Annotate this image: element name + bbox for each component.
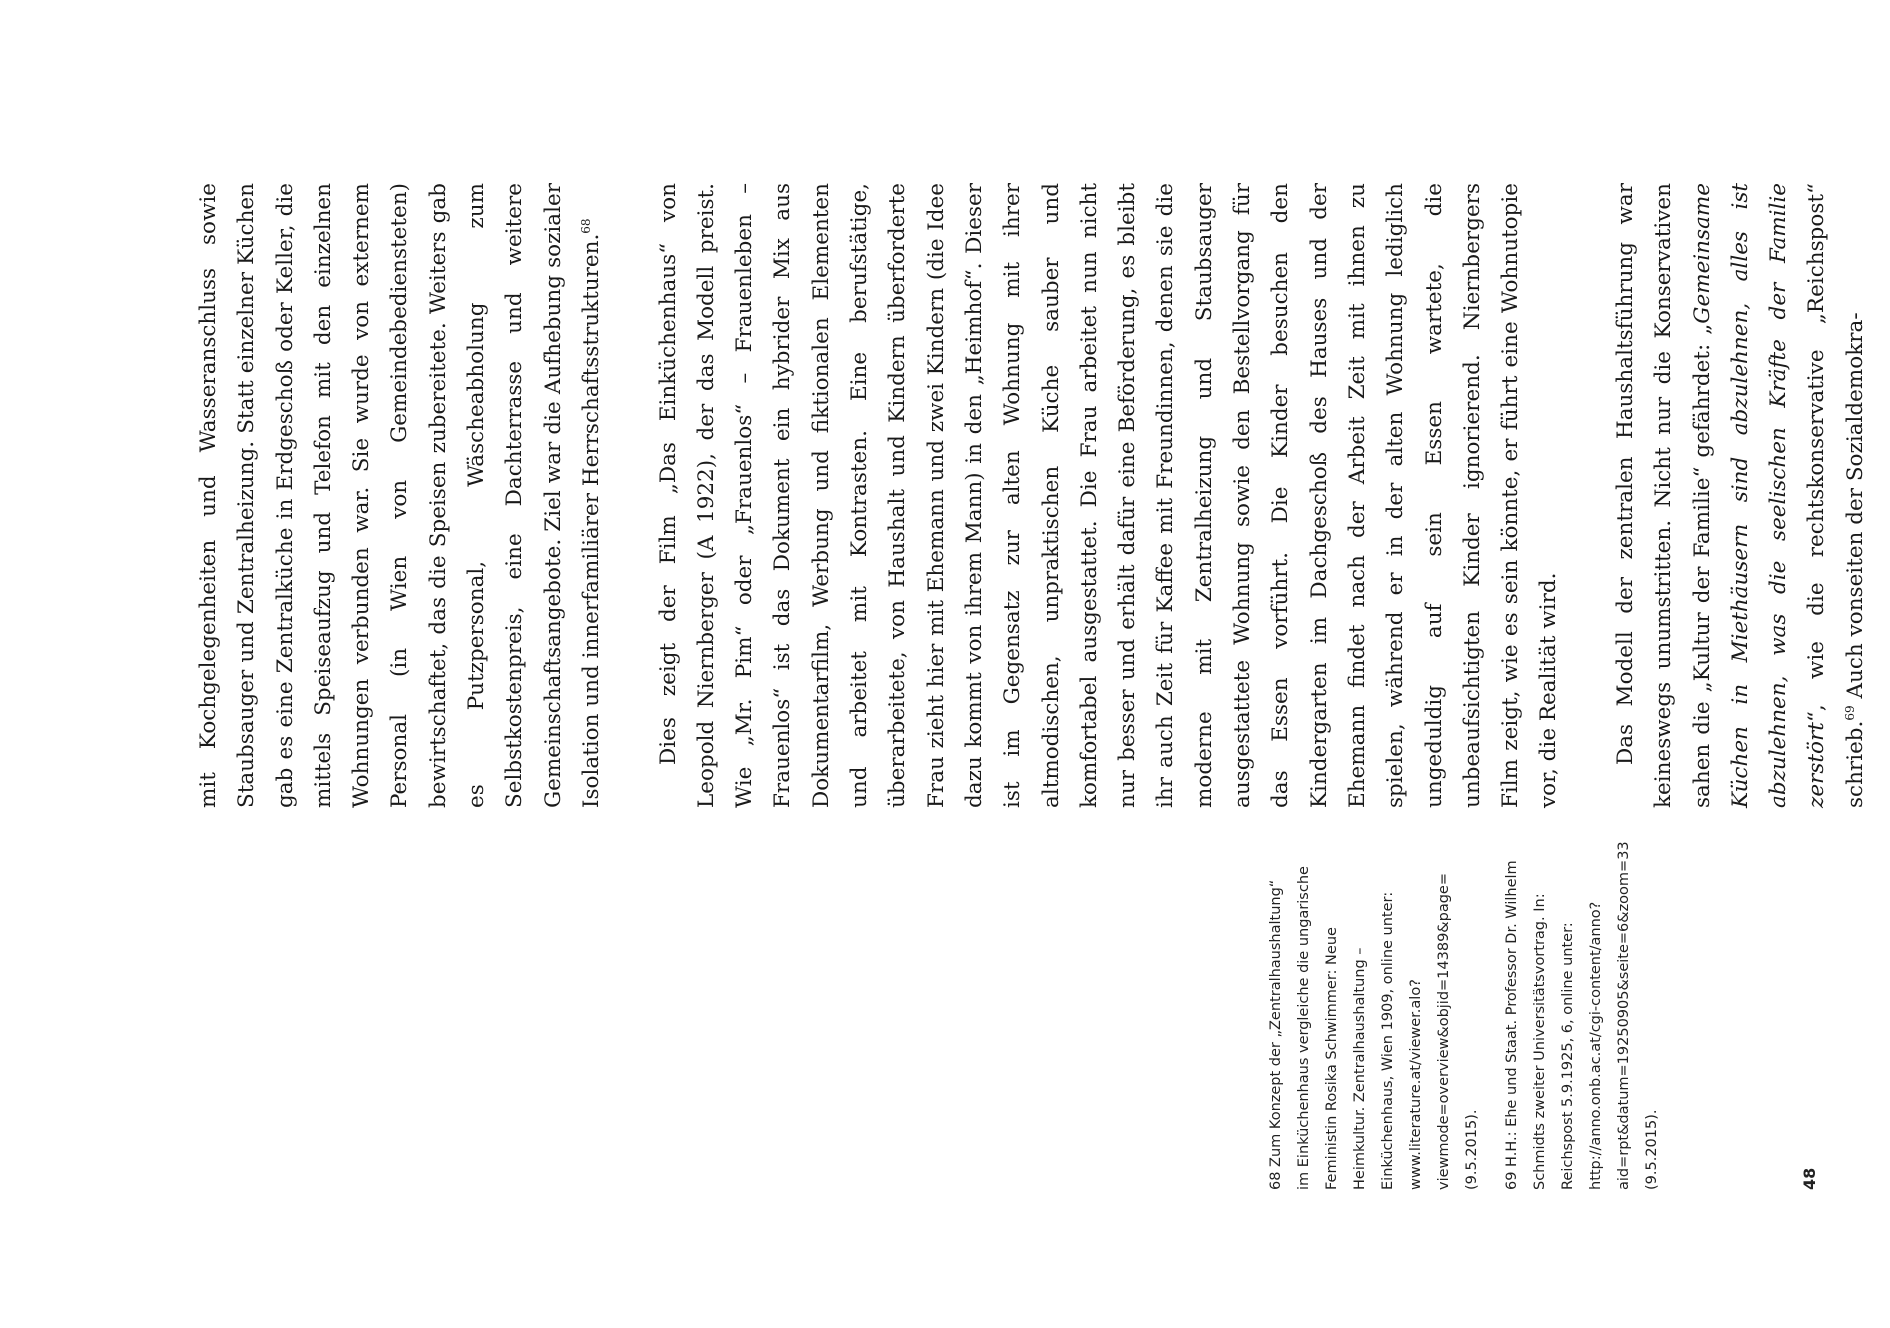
page-number: 48 [1800,1167,1819,1190]
footnotes-column [1262,841,1678,1190]
paragraph-3-text-a: Das Modell der zentralen Haushaltsführung war keineswegs unumstritten. Nicht nur die Konservativen sahen die „Kultur der Familie“ gefährdet: „ [1612,183,1715,808]
paragraph-3-text-c: Auch vonseiten der Sozialdemokra- [1842,312,1868,706]
paragraph-1 [190,183,611,808]
paragraph-2-text: Dies zeigt der Film „Das Einküchenhaus“ von Leopold Niernberger (A 1922), der das Modell preist. Wie „Mr. Pim“ oder „Frauenlos“ – Frauenleben – Frauenlos“ ist das Dokument ein hybrider Mix aus Dokumentarfilm, Werbung und fiktionalen Elementen und arbeitet mit Kontrasten. Eine berufstätige, überarbeitete, von Haushalt und Kindern überforderte Frau zieht hier mit Ehemann und zwei Kindern (die Idee dazu kommt von ihrem Mann) in den „Heimhof“. Dieser ist im Gegensatz zur alten Wohnung mit ihrer altmodischen, unpraktischen Küche sauber und komfortabel ausgestattet. Die Frau arbeitet nun nicht nur besser und erhält dafür eine Beförderung, es bleibt ihr auch Zeit für Kaffee mit Freundinnen, denen sie die moderne mit Zentralheizung und Staubsauger ausgestattete Wohnung sowie den Bestellvorgang für das Essen vorführt. Die Kinder besuchen den Kindergarten im Dachgeschoß des Hauses und der Ehemann findet nach der Arbeit Zeit mit ihnen zu spielen, während er in der alten Wohnung lediglich ungeduldig auf sein Essen wartete, die unbeaufsichtigten Kinder ignorierend. Niernbergers Film zeigt, wie es sein könnte, er führt eine Wohnutopie vor, die Realität wird. [655,183,1562,808]
paragraph-3 [1607,183,1875,808]
paragraph-3-text-b: “, wie die rechtskonservative „Reichspost“ schrieb. [1804,183,1868,808]
paragraph-3-quote: Gemeinsame Küchen in Miethäusern sind abzulehnen, alles ist abzulehnen, was die seelischen Kräfte der Familie zerstört [1689,183,1830,808]
footnote-ref-68: 68 [578,218,593,234]
paragraph-2 [650,183,1569,808]
paragraph-1-text: mit Kochgelegenheiten und Wasseranschluss sowie Staubsauger und Zentralheizung. Statt einzelner Küchen gab es eine Zentralküche in Erdgeschoß oder Keller, die mittels Speiseaufzug und Telefon mit den einzelnen Wohnungen verbunden war. Sie wurde von externem Personal (in Wien von Gemeindebediensteten) bewirtschaftet, das die Speisen zubereitete. Weiters gab es Putzpersonal, Wäscheabholung zum Selbstkostenpreis, eine Dachterrasse und weitere Gemeinschaftsangebote. Ziel war die Aufhebung sozialer Isolation und innerfamiliärer Herrschaftsstrukturen. [196,183,604,808]
main-text-column [190,183,1890,808]
footnote-ref-69: 69 [1842,705,1857,721]
footnote-69: 69 H.H.: Ehe und Staat. Professor Dr. Wilhelm Schmidts zweiter Universitätsvortrag. In: Reichspost 5.9.1925, 6, online unter: http://anno.onb.ac.at/cgi-content/anno?aid=rpt&datum=19250905&seite=6&zoom=33 (9.5.2015). [1504,841,1660,1190]
footnote-68: 68 Zum Konzept der „Zentralhaushaltung“ im Einküchenhaus vergleiche die ungarische Feministin Rosika Schwimmer: Neue Heimkultur. Zentralhaushaltung – Einküchenhaus, Wien 1909, online unter: www.literature.at/viewer.alo?viewmode=overview&objid=14389&page= (9.5.2015). [1268,866,1480,1190]
